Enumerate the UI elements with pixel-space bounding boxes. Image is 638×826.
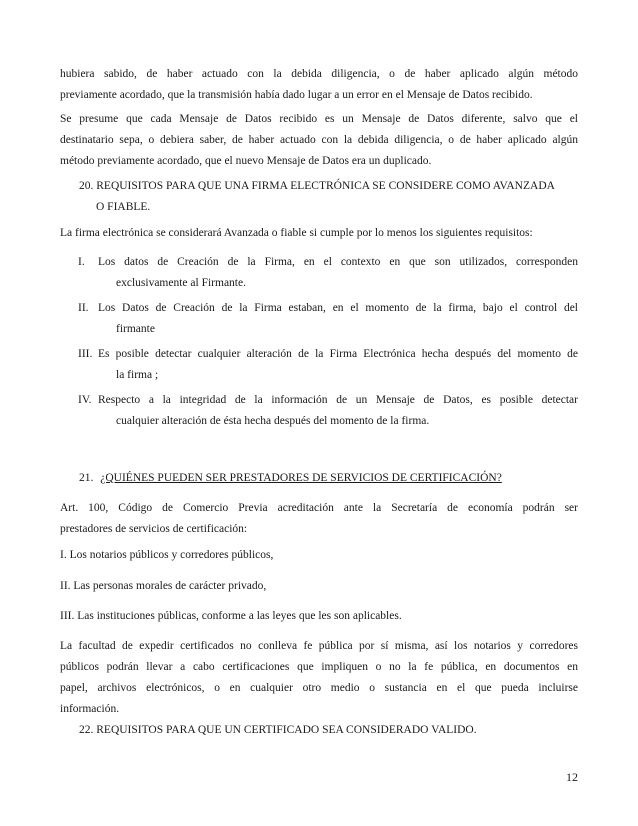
section-20-intro: La firma electrónica se considerará Avanzada o fiable si cumple por lo menos los siguientes requisitos: xyxy=(60,227,533,239)
provider-list-item: II. Las personas morales de carácter privado, xyxy=(60,580,267,592)
text-line: Se presume que cada Mensaje de Datos recibido es un Mensaje de Datos diferente, salvo que el xyxy=(60,113,578,125)
item-text: Respecto a la integridad de la información de un Mensaje de Datos, es posible detectar xyxy=(98,394,578,406)
text-line: método previamente acordado, que el nuevo Mensaje de Datos era un duplicado. xyxy=(60,155,432,167)
item-number: IV. xyxy=(78,394,92,406)
text-line: destinatario sepa, o debiera saber, de haber actuado con la debida diligencia, o de haber aplicado algún xyxy=(60,134,578,146)
item-number: I. xyxy=(78,256,85,268)
section-22-heading: 22. REQUISITOS PARA QUE UN CERTIFICADO SEA CONSIDERADO VALIDO. xyxy=(79,724,477,736)
item-text: Los datos de Creación de la Firma, en el contexto en que son utilizados, corresponden xyxy=(98,256,578,268)
text-line: información. xyxy=(60,703,120,715)
item-text-cont: firmante xyxy=(116,323,155,335)
heading-line: O FIABLE. xyxy=(96,201,151,213)
requirement-item-4 xyxy=(78,390,578,432)
heading-number: 21. xyxy=(79,472,94,484)
item-text-cont: exclusivamente al Firmante. xyxy=(116,277,246,289)
item-text: Es posible detectar cualquier alteración de la Firma Electrónica hecha después del momento de xyxy=(98,348,578,360)
item-text-cont: cualquier alteración de ésta hecha después del momento de la firma. xyxy=(116,415,430,427)
text-line: públicos podrán llevar a cabo certificaciones que impliquen o no la fe pública, en documentos en xyxy=(60,661,578,673)
item-text: Los Datos de Creación de la Firma estaban, en el momento de la firma, bajo el control del xyxy=(98,302,578,314)
text-line: Art. 100, Código de Comercio Previa acreditación ante la Secretaría de economía podrán ser xyxy=(60,502,578,514)
text-line: hubiera sabido, de haber actuado con la debida diligencia, o de haber aplicado algún método xyxy=(60,68,578,80)
item-number: III. xyxy=(78,348,93,360)
requirement-item-2 xyxy=(78,298,578,340)
text-line: previamente acordado, que la transmisión había dado lugar a un error en el Mensaje de Datos recibido. xyxy=(60,89,533,101)
requirement-item-3 xyxy=(78,344,578,386)
faculty-paragraph xyxy=(60,636,578,720)
paragraph-presumption xyxy=(60,109,578,172)
section-21-heading xyxy=(79,468,502,489)
heading-title: ¿QUIÉNES PUEDEN SER PRESTADORES DE SERVICIOS DE CERTIFICACIÓN? xyxy=(100,472,502,484)
article-100-paragraph xyxy=(60,498,578,540)
text-line: papel, archivos electrónicos, o en cualquier otro medio o sustancia en el que pueda incluirse xyxy=(60,682,578,694)
item-text-cont: la firma ; xyxy=(116,369,159,381)
provider-list-item: I. Los notarios públicos y corredores públicos, xyxy=(60,549,274,561)
requirement-item-1 xyxy=(78,252,578,294)
item-number: II. xyxy=(78,302,89,314)
provider-list-item: III. Las instituciones públicas, conforme a las leyes que les son aplicables. xyxy=(60,610,402,622)
paragraph-continuation xyxy=(60,64,578,106)
heading-line: 20. REQUISITOS PARA QUE UNA FIRMA ELECTRÓNICA SE CONSIDERE COMO AVANZADA xyxy=(79,180,555,192)
text-line: prestadores de servicios de certificación: xyxy=(60,523,248,535)
section-20-heading xyxy=(79,176,555,218)
text-line: La facultad de expedir certificados no conlleva fe pública por sí misma, así los notarios y corredores xyxy=(60,640,578,652)
page-number: 12 xyxy=(566,770,578,784)
